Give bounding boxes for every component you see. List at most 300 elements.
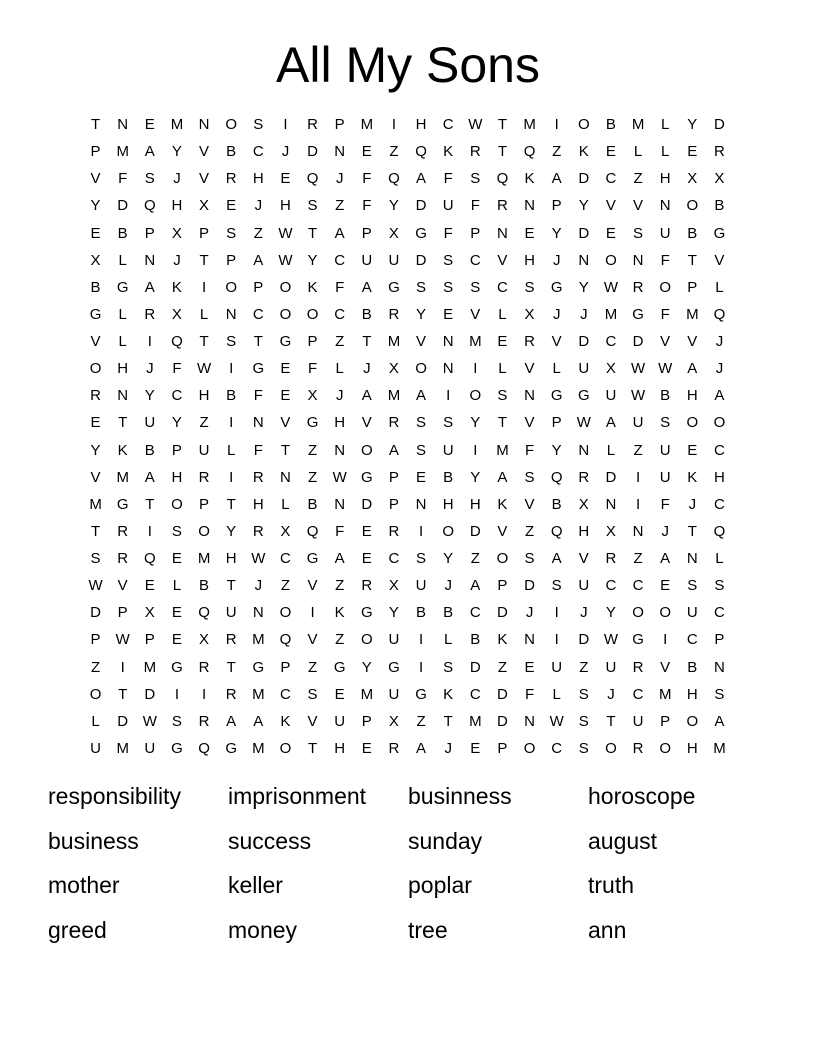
grid-letter[interactable]: R bbox=[144, 305, 156, 323]
grid-letter[interactable]: L bbox=[227, 441, 236, 459]
grid-letter[interactable]: O bbox=[469, 387, 482, 405]
grid-letter[interactable]: D bbox=[469, 658, 481, 676]
grid-letter[interactable]: U bbox=[632, 414, 644, 432]
grid-letter[interactable]: W bbox=[142, 712, 157, 730]
grid-letter[interactable]: W bbox=[332, 468, 347, 486]
grid-letter[interactable]: F bbox=[362, 197, 372, 215]
grid-letter[interactable]: Q bbox=[306, 522, 319, 540]
grid-letter[interactable]: R bbox=[90, 387, 101, 405]
grid-letter[interactable]: K bbox=[171, 278, 182, 296]
grid-letter[interactable]: D bbox=[469, 522, 481, 540]
grid-letter[interactable]: I bbox=[201, 685, 207, 703]
grid-letter[interactable]: D bbox=[415, 251, 427, 269]
grid-letter[interactable]: S bbox=[171, 522, 182, 540]
grid-letter[interactable]: S bbox=[687, 577, 698, 595]
grid-letter[interactable]: N bbox=[605, 495, 617, 513]
grid-letter[interactable]: B bbox=[687, 224, 698, 242]
grid-letter[interactable]: E bbox=[90, 224, 101, 242]
grid-letter[interactable]: W bbox=[88, 577, 103, 595]
grid-letter[interactable]: M bbox=[387, 387, 401, 405]
grid-letter[interactable]: C bbox=[714, 441, 725, 459]
grid-letter[interactable]: B bbox=[551, 495, 562, 513]
grid-letter[interactable]: Q bbox=[713, 522, 726, 540]
grid-letter[interactable]: G bbox=[632, 631, 644, 649]
grid-letter[interactable]: T bbox=[90, 522, 101, 540]
grid-letter[interactable]: M bbox=[116, 143, 129, 161]
grid-letter[interactable]: C bbox=[605, 333, 617, 350]
grid-letter[interactable]: J bbox=[173, 251, 181, 269]
grid-letter[interactable]: W bbox=[576, 414, 591, 432]
grid-letter[interactable]: R bbox=[388, 522, 400, 540]
grid-letter[interactable]: U bbox=[198, 441, 210, 459]
grid-letter[interactable]: S bbox=[443, 251, 454, 269]
grid-letter[interactable]: C bbox=[280, 685, 291, 703]
grid-letter[interactable]: P bbox=[117, 604, 128, 622]
grid-letter[interactable]: A bbox=[361, 387, 372, 405]
grid-letter[interactable]: O bbox=[225, 278, 238, 296]
grid-letter[interactable]: A bbox=[605, 414, 616, 432]
grid-letter[interactable]: N bbox=[280, 468, 291, 486]
grid-letter[interactable]: J bbox=[254, 577, 263, 595]
grid-letter[interactable]: F bbox=[362, 170, 372, 188]
grid-letter[interactable]: J bbox=[552, 251, 561, 269]
grid-letter[interactable]: J bbox=[580, 604, 588, 622]
grid-letter[interactable]: M bbox=[658, 685, 672, 703]
grid-letter[interactable]: X bbox=[524, 305, 535, 323]
grid-letter[interactable]: L bbox=[552, 360, 561, 378]
grid-letter[interactable]: Q bbox=[523, 143, 536, 161]
grid-letter[interactable]: E bbox=[90, 414, 101, 432]
grid-letter[interactable]: T bbox=[226, 495, 236, 513]
grid-letter[interactable]: U bbox=[605, 387, 617, 405]
grid-letter[interactable]: G bbox=[116, 278, 129, 296]
grid-letter[interactable]: I bbox=[418, 631, 424, 649]
grid-letter[interactable]: O bbox=[279, 278, 292, 296]
grid-letter[interactable]: D bbox=[307, 143, 318, 161]
grid-letter[interactable]: K bbox=[280, 712, 291, 730]
grid-letter[interactable]: N bbox=[117, 387, 129, 405]
grid-letter[interactable]: T bbox=[497, 414, 508, 432]
grid-letter[interactable]: N bbox=[225, 305, 237, 323]
grid-letter[interactable]: M bbox=[469, 333, 482, 350]
grid-letter[interactable]: Z bbox=[335, 631, 345, 649]
grid-letter[interactable]: H bbox=[524, 251, 535, 269]
grid-letter[interactable]: H bbox=[659, 170, 671, 188]
grid-letter[interactable]: S bbox=[144, 170, 155, 188]
grid-letter[interactable]: G bbox=[360, 468, 373, 486]
grid-letter[interactable]: E bbox=[470, 739, 481, 757]
grid-letter[interactable]: V bbox=[117, 577, 128, 595]
grid-letter[interactable]: C bbox=[632, 685, 644, 703]
grid-letter[interactable]: U bbox=[659, 468, 671, 486]
grid-letter[interactable]: D bbox=[605, 468, 617, 486]
grid-letter[interactable]: O bbox=[605, 251, 617, 269]
grid-letter[interactable]: Z bbox=[579, 658, 589, 676]
grid-letter[interactable]: Y bbox=[470, 468, 481, 486]
grid-letter[interactable]: P bbox=[497, 739, 508, 757]
grid-letter[interactable]: R bbox=[605, 550, 617, 567]
grid-letter[interactable]: B bbox=[714, 197, 725, 215]
grid-letter[interactable]: P bbox=[687, 278, 698, 296]
grid-letter[interactable]: C bbox=[714, 604, 725, 622]
grid-letter[interactable]: L bbox=[118, 251, 127, 269]
grid-letter[interactable]: X bbox=[388, 360, 399, 378]
grid-letter[interactable]: S bbox=[714, 685, 725, 703]
grid-letter[interactable]: V bbox=[307, 577, 318, 595]
grid-letter[interactable]: L bbox=[633, 143, 643, 161]
grid-letter[interactable]: R bbox=[117, 522, 129, 540]
grid-letter[interactable]: X bbox=[199, 197, 210, 215]
grid-letter[interactable]: V bbox=[524, 414, 535, 432]
grid-letter[interactable]: U bbox=[388, 685, 400, 703]
grid-letter[interactable]: O bbox=[686, 197, 699, 215]
grid-letter[interactable]: R bbox=[307, 116, 318, 133]
grid-letter[interactable]: Y bbox=[388, 604, 399, 622]
grid-letter[interactable]: T bbox=[145, 495, 155, 513]
grid-letter[interactable]: D bbox=[117, 712, 129, 730]
grid-letter[interactable]: T bbox=[443, 712, 453, 730]
grid-letter[interactable]: K bbox=[497, 495, 508, 513]
grid-letter[interactable]: H bbox=[171, 468, 183, 486]
grid-letter[interactable]: T bbox=[199, 251, 209, 269]
grid-letter[interactable]: D bbox=[497, 604, 508, 622]
grid-letter[interactable]: O bbox=[279, 739, 292, 757]
grid-letter[interactable]: N bbox=[524, 387, 535, 405]
grid-letter[interactable]: Y bbox=[171, 143, 182, 161]
grid-letter[interactable]: A bbox=[551, 170, 562, 188]
grid-letter[interactable]: H bbox=[334, 414, 346, 432]
grid-letter[interactable]: Q bbox=[496, 170, 509, 188]
grid-letter[interactable]: I bbox=[446, 387, 451, 405]
grid-letter[interactable]: S bbox=[524, 550, 535, 567]
grid-letter[interactable]: C bbox=[686, 631, 698, 649]
grid-letter[interactable]: Z bbox=[470, 550, 480, 567]
grid-letter[interactable]: A bbox=[714, 387, 725, 405]
grid-letter[interactable]: N bbox=[334, 495, 346, 513]
grid-letter[interactable]: H bbox=[252, 170, 264, 188]
grid-letter[interactable]: Z bbox=[389, 143, 399, 161]
grid-letter[interactable]: A bbox=[361, 278, 372, 296]
grid-letter[interactable]: H bbox=[686, 387, 698, 405]
grid-letter[interactable]: O bbox=[225, 116, 238, 133]
grid-letter[interactable]: A bbox=[144, 278, 155, 296]
grid-letter[interactable]: F bbox=[118, 170, 128, 188]
grid-letter[interactable]: Q bbox=[388, 170, 400, 188]
grid-letter[interactable]: U bbox=[334, 712, 346, 730]
grid-letter[interactable]: P bbox=[714, 631, 725, 649]
grid-letter[interactable]: J bbox=[715, 360, 724, 378]
grid-letter[interactable]: O bbox=[577, 116, 590, 133]
grid-letter[interactable]: E bbox=[524, 224, 535, 242]
grid-letter[interactable]: Z bbox=[280, 577, 291, 595]
grid-letter[interactable]: B bbox=[144, 441, 155, 459]
grid-letter[interactable]: Y bbox=[551, 224, 562, 242]
grid-letter[interactable]: P bbox=[253, 278, 264, 296]
grid-letter[interactable]: V bbox=[307, 631, 318, 649]
grid-letter[interactable]: M bbox=[143, 658, 157, 676]
grid-letter[interactable]: X bbox=[90, 251, 101, 269]
grid-letter[interactable]: S bbox=[470, 170, 481, 188]
grid-letter[interactable]: W bbox=[115, 631, 130, 649]
grid-letter[interactable]: X bbox=[171, 224, 182, 242]
grid-letter[interactable]: N bbox=[334, 441, 346, 459]
grid-letter[interactable]: Z bbox=[497, 658, 508, 676]
grid-letter[interactable]: G bbox=[306, 414, 319, 432]
grid-letter[interactable]: B bbox=[307, 495, 318, 513]
grid-letter[interactable]: J bbox=[335, 170, 344, 188]
grid-letter[interactable]: H bbox=[415, 116, 427, 133]
grid-letter[interactable]: M bbox=[713, 739, 726, 757]
grid-letter[interactable]: F bbox=[524, 441, 535, 459]
grid-letter[interactable]: O bbox=[523, 739, 536, 757]
grid-letter[interactable]: T bbox=[118, 685, 128, 703]
grid-letter[interactable]: H bbox=[442, 495, 454, 513]
grid-letter[interactable]: I bbox=[635, 468, 641, 486]
grid-letter[interactable]: A bbox=[144, 143, 155, 161]
grid-letter[interactable]: O bbox=[306, 305, 319, 323]
grid-letter[interactable]: Y bbox=[687, 116, 698, 133]
grid-letter[interactable]: V bbox=[578, 550, 589, 567]
grid-letter[interactable]: W bbox=[278, 224, 293, 242]
grid-letter[interactable]: O bbox=[659, 604, 672, 622]
grid-letter[interactable]: N bbox=[252, 604, 264, 622]
grid-letter[interactable]: G bbox=[415, 224, 427, 242]
grid-letter[interactable]: C bbox=[497, 278, 508, 296]
grid-letter[interactable]: Q bbox=[550, 468, 563, 486]
grid-letter[interactable]: O bbox=[496, 550, 509, 567]
grid-letter[interactable]: J bbox=[254, 197, 263, 215]
grid-letter[interactable]: K bbox=[497, 631, 508, 649]
grid-letter[interactable]: O bbox=[279, 305, 292, 323]
grid-letter[interactable]: W bbox=[549, 712, 564, 730]
grid-letter[interactable]: W bbox=[468, 116, 483, 133]
grid-letter[interactable]: M bbox=[387, 333, 401, 350]
grid-letter[interactable]: E bbox=[687, 441, 698, 459]
grid-letter[interactable]: R bbox=[469, 143, 481, 161]
grid-letter[interactable]: I bbox=[229, 414, 234, 432]
grid-letter[interactable]: M bbox=[360, 685, 374, 703]
grid-letter[interactable]: D bbox=[578, 333, 590, 350]
grid-letter[interactable]: Z bbox=[307, 468, 318, 486]
grid-letter[interactable]: I bbox=[283, 116, 288, 133]
grid-letter[interactable]: U bbox=[415, 577, 427, 595]
grid-letter[interactable]: R bbox=[198, 712, 210, 730]
grid-letter[interactable]: Z bbox=[253, 224, 263, 242]
grid-letter[interactable]: V bbox=[90, 468, 101, 486]
grid-letter[interactable]: K bbox=[117, 441, 128, 459]
grid-letter[interactable]: I bbox=[229, 360, 234, 378]
grid-letter[interactable]: F bbox=[660, 495, 670, 513]
grid-letter[interactable]: T bbox=[606, 712, 616, 730]
grid-letter[interactable]: N bbox=[442, 360, 454, 378]
grid-letter[interactable]: W bbox=[603, 278, 619, 296]
grid-letter[interactable]: Q bbox=[171, 333, 183, 350]
grid-letter[interactable]: I bbox=[201, 278, 207, 296]
grid-letter[interactable]: A bbox=[416, 387, 427, 405]
grid-letter[interactable]: G bbox=[279, 333, 292, 350]
grid-letter[interactable]: I bbox=[391, 116, 397, 133]
grid-letter[interactable]: K bbox=[334, 604, 345, 622]
grid-letter[interactable]: D bbox=[361, 495, 373, 513]
grid-letter[interactable]: G bbox=[252, 360, 265, 378]
grid-letter[interactable]: O bbox=[605, 739, 617, 757]
grid-letter[interactable]: E bbox=[361, 550, 372, 567]
grid-letter[interactable]: G bbox=[333, 658, 346, 676]
grid-letter[interactable]: I bbox=[473, 441, 478, 459]
grid-letter[interactable]: S bbox=[443, 658, 454, 676]
grid-letter[interactable]: T bbox=[118, 414, 128, 432]
grid-letter[interactable]: A bbox=[253, 712, 264, 730]
grid-letter[interactable]: G bbox=[116, 495, 129, 513]
grid-letter[interactable]: Y bbox=[470, 414, 481, 432]
grid-letter[interactable]: U bbox=[90, 739, 101, 757]
grid-letter[interactable]: O bbox=[659, 739, 672, 757]
grid-letter[interactable]: I bbox=[663, 631, 668, 649]
grid-letter[interactable]: V bbox=[524, 495, 535, 513]
grid-letter[interactable]: J bbox=[363, 360, 371, 378]
grid-letter[interactable]: H bbox=[225, 550, 237, 567]
grid-letter[interactable]: O bbox=[360, 441, 373, 459]
grid-letter[interactable]: Z bbox=[416, 712, 426, 730]
grid-letter[interactable]: C bbox=[252, 305, 264, 323]
grid-letter[interactable]: V bbox=[280, 414, 291, 432]
grid-letter[interactable]: I bbox=[418, 658, 424, 676]
grid-letter[interactable]: X bbox=[388, 224, 399, 242]
grid-letter[interactable]: X bbox=[307, 387, 318, 405]
grid-letter[interactable]: E bbox=[171, 631, 182, 649]
grid-letter[interactable]: B bbox=[443, 604, 454, 622]
grid-letter[interactable]: U bbox=[361, 251, 373, 269]
grid-letter[interactable]: V bbox=[199, 143, 210, 161]
grid-letter[interactable]: Z bbox=[90, 658, 101, 676]
grid-letter[interactable]: S bbox=[226, 224, 237, 242]
grid-letter[interactable]: Y bbox=[578, 278, 589, 296]
grid-letter[interactable]: G bbox=[360, 604, 373, 622]
grid-letter[interactable]: S bbox=[578, 685, 589, 703]
grid-letter[interactable]: M bbox=[116, 739, 129, 757]
grid-letter[interactable]: V bbox=[199, 170, 210, 188]
grid-letter[interactable]: V bbox=[470, 305, 481, 323]
grid-letter[interactable]: N bbox=[686, 550, 698, 567]
grid-letter[interactable]: J bbox=[444, 577, 452, 595]
grid-letter[interactable]: I bbox=[554, 116, 559, 133]
grid-letter[interactable]: N bbox=[497, 224, 508, 242]
grid-letter[interactable]: N bbox=[117, 116, 129, 133]
grid-letter[interactable]: D bbox=[90, 604, 101, 622]
grid-letter[interactable]: K bbox=[443, 143, 454, 161]
grid-letter[interactable]: S bbox=[416, 414, 427, 432]
grid-letter[interactable]: Z bbox=[633, 550, 643, 567]
grid-letter[interactable]: T bbox=[226, 577, 236, 595]
grid-letter[interactable]: C bbox=[334, 251, 346, 269]
grid-letter[interactable]: O bbox=[686, 712, 699, 730]
grid-letter[interactable]: E bbox=[605, 143, 616, 161]
grid-letter[interactable]: I bbox=[554, 604, 559, 622]
grid-letter[interactable]: M bbox=[604, 305, 618, 323]
grid-letter[interactable]: T bbox=[226, 658, 236, 676]
grid-letter[interactable]: M bbox=[170, 116, 184, 133]
grid-letter[interactable]: L bbox=[715, 550, 724, 567]
grid-letter[interactable]: H bbox=[252, 495, 264, 513]
grid-letter[interactable]: U bbox=[578, 577, 590, 595]
grid-letter[interactable]: B bbox=[687, 658, 698, 676]
grid-letter[interactable]: D bbox=[144, 685, 156, 703]
grid-letter[interactable]: N bbox=[578, 441, 590, 459]
grid-letter[interactable]: R bbox=[117, 550, 129, 567]
grid-letter[interactable]: R bbox=[198, 658, 210, 676]
grid-letter[interactable]: S bbox=[660, 414, 671, 432]
grid-letter[interactable]: G bbox=[306, 550, 319, 567]
grid-letter[interactable]: B bbox=[90, 278, 101, 296]
grid-letter[interactable]: H bbox=[714, 468, 725, 486]
grid-letter[interactable]: T bbox=[280, 441, 291, 459]
grid-letter[interactable]: V bbox=[90, 170, 101, 188]
grid-letter[interactable]: L bbox=[172, 577, 182, 595]
grid-letter[interactable]: E bbox=[687, 143, 698, 161]
grid-letter[interactable]: X bbox=[605, 360, 616, 378]
grid-letter[interactable]: S bbox=[226, 333, 237, 350]
grid-letter[interactable]: A bbox=[334, 550, 345, 567]
grid-letter[interactable]: G bbox=[713, 224, 726, 242]
grid-letter[interactable]: P bbox=[307, 333, 318, 350]
grid-letter[interactable]: B bbox=[361, 305, 372, 323]
grid-letter[interactable]: E bbox=[171, 604, 182, 622]
grid-letter[interactable]: A bbox=[253, 251, 264, 269]
grid-letter[interactable]: C bbox=[171, 387, 183, 405]
grid-letter[interactable]: N bbox=[632, 522, 644, 540]
grid-letter[interactable]: Y bbox=[605, 604, 616, 622]
grid-letter[interactable]: X bbox=[171, 305, 182, 323]
grid-letter[interactable]: E bbox=[660, 577, 671, 595]
grid-letter[interactable]: P bbox=[361, 224, 372, 242]
grid-letter[interactable]: E bbox=[280, 170, 291, 188]
grid-letter[interactable]: F bbox=[253, 441, 263, 459]
grid-letter[interactable]: Q bbox=[306, 170, 319, 188]
grid-letter[interactable]: I bbox=[147, 522, 152, 540]
grid-letter[interactable]: E bbox=[497, 333, 508, 350]
grid-letter[interactable]: I bbox=[310, 604, 315, 622]
grid-letter[interactable]: A bbox=[334, 224, 345, 242]
grid-letter[interactable]: S bbox=[524, 468, 535, 486]
grid-letter[interactable]: G bbox=[225, 739, 238, 757]
grid-letter[interactable]: T bbox=[497, 143, 508, 161]
grid-letter[interactable]: I bbox=[418, 522, 424, 540]
grid-letter[interactable]: L bbox=[444, 631, 453, 649]
grid-letter[interactable]: R bbox=[225, 170, 237, 188]
grid-letter[interactable]: F bbox=[172, 360, 182, 378]
grid-letter[interactable]: C bbox=[334, 305, 346, 323]
grid-letter[interactable]: M bbox=[523, 116, 536, 133]
grid-letter[interactable]: P bbox=[388, 468, 399, 486]
grid-letter[interactable]: O bbox=[198, 522, 210, 540]
grid-letter[interactable]: R bbox=[714, 143, 725, 161]
grid-letter[interactable]: A bbox=[388, 441, 399, 459]
grid-letter[interactable]: Y bbox=[551, 441, 562, 459]
grid-letter[interactable]: M bbox=[631, 116, 645, 133]
grid-letter[interactable]: Y bbox=[578, 197, 589, 215]
grid-letter[interactable]: R bbox=[198, 468, 210, 486]
grid-letter[interactable]: N bbox=[524, 631, 535, 649]
grid-letter[interactable]: J bbox=[146, 360, 154, 378]
grid-letter[interactable]: P bbox=[199, 224, 210, 242]
grid-letter[interactable]: W bbox=[603, 631, 619, 649]
grid-letter[interactable]: S bbox=[497, 387, 508, 405]
grid-letter[interactable]: A bbox=[144, 468, 155, 486]
grid-letter[interactable]: I bbox=[174, 685, 180, 703]
grid-letter[interactable]: U bbox=[388, 251, 400, 269]
grid-letter[interactable]: J bbox=[173, 170, 181, 188]
grid-letter[interactable]: P bbox=[551, 197, 562, 215]
